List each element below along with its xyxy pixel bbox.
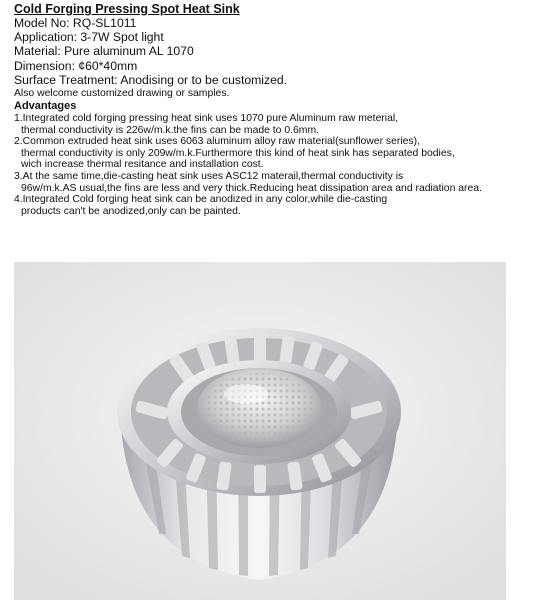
product-title: Cold Forging Pressing Spot Heat Sink: [14, 2, 240, 16]
product-description: [14, 2, 544, 217]
advantage-line: wich increase thermal resitance and installation cost.: [21, 159, 264, 171]
heat-sink-photo: [14, 262, 506, 600]
advantage-line: 4.Integrated Cold forging heat sink can be anodized in any color,while die-casting: [14, 194, 388, 206]
advantage-line: 1.Integrated cold forging pressing heat sink uses 1070 pure Aluminum raw meterial,: [14, 113, 399, 125]
advantage-line: 3.At the same time,die-casting heat sink uses ASC12 materail,thermal conductivity is: [14, 170, 404, 182]
application-spec: Application: 3-7W Spot light: [14, 30, 164, 45]
customization-note: Also welcome customized drawing or samples.: [14, 88, 230, 100]
lens-highlight: [224, 384, 268, 404]
heat-sink-illustration: [14, 262, 506, 600]
lens-texture: [203, 373, 315, 443]
dimension-spec: Dimension: ¢60*40mm: [14, 58, 138, 73]
surface-treatment-spec: Surface Treatment: Anodising or to be customized.: [14, 72, 288, 87]
model-number: Model No: RQ-SL1011: [14, 16, 137, 30]
advantages-heading: Advantages: [14, 100, 77, 113]
material-spec: Material: Pure aluminum AL 1070: [14, 44, 194, 59]
advantage-line: 96w/m.k.AS usual,the fins are less and very thick.Reducing heat dissipation area and radiation area.: [21, 182, 482, 194]
advantage-line: 2.Common extruded heat sink uses 6063 aluminum alloy raw material(sunflower series),: [14, 136, 420, 148]
advantage-line: thermal conductivity is only 209w/m.k.Furthermore this kind of heat sink has separated bodies,: [21, 147, 455, 159]
advantage-line: products can't be anodized,only can be painted.: [21, 205, 241, 217]
advantage-line: thermal conductivity is 226w/m.k.the fins can be made to 0.6mm.: [21, 124, 319, 136]
